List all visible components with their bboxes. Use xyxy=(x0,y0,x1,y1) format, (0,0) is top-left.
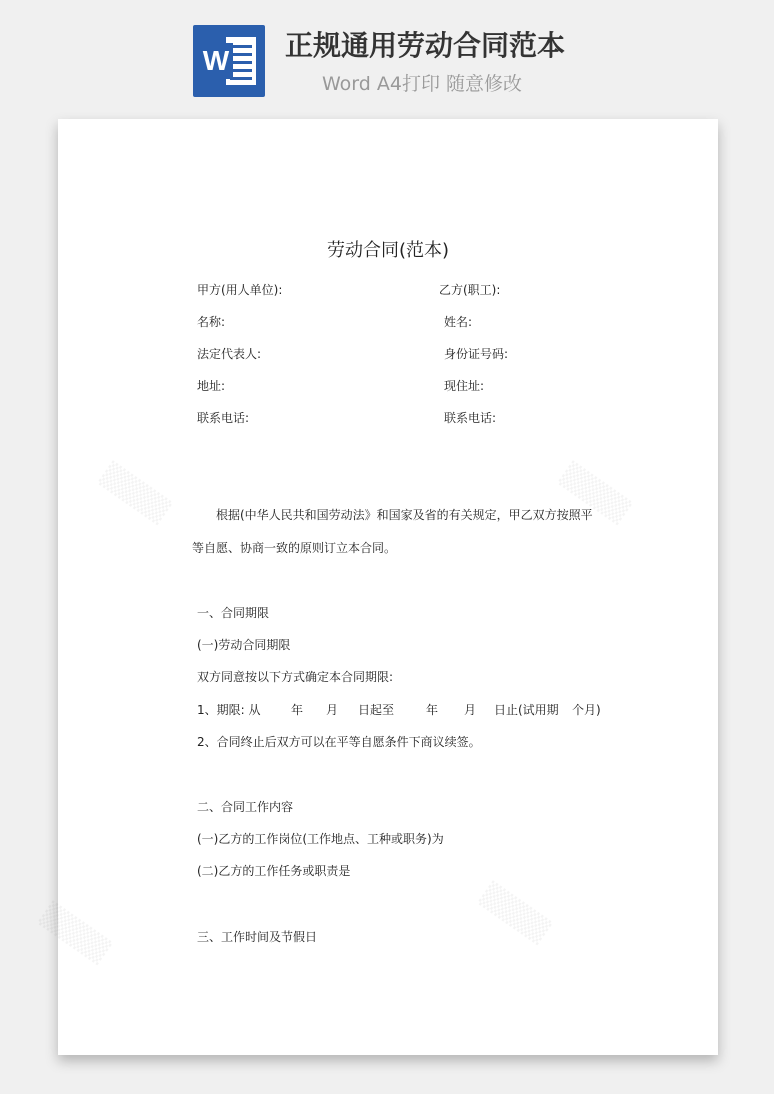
banner-title: 正规通用劳动合同范本 xyxy=(285,29,566,62)
party-b-name: 姓名: xyxy=(444,315,473,329)
banner xyxy=(0,0,774,118)
party-a-representative: 法定代表人: xyxy=(197,347,262,361)
section-heading: 三、工作时间及节假日 xyxy=(197,930,318,944)
term-months: 个月) xyxy=(572,703,601,717)
party-a-address: 地址: xyxy=(197,379,226,393)
preamble-line: 根据(中华人民共和国劳动法》和国家及省的有关规定，甲乙双方按照平 xyxy=(216,508,593,522)
watermark xyxy=(477,880,554,945)
section-heading: 二、合同工作内容 xyxy=(197,800,294,814)
document-page xyxy=(58,119,718,1055)
banner-subtitle: Word A4打印 随意修改 xyxy=(322,73,523,95)
party-a-name: 名称: xyxy=(197,315,226,329)
word-icon-letter: W xyxy=(199,43,233,79)
section-text: 双方同意按以下方式确定本合同期限: xyxy=(197,670,394,684)
party-b-phone: 联系电话: xyxy=(444,411,497,425)
party-b-id-number: 身份证号码: xyxy=(444,347,509,361)
word-icon xyxy=(193,25,265,97)
document-title: 劳动合同(范本) xyxy=(326,240,450,261)
party-b-label: 乙方(职工): xyxy=(439,283,501,297)
watermark xyxy=(37,900,114,965)
party-b-address: 现住址: xyxy=(444,379,485,393)
section-heading: 一、合同期限 xyxy=(197,606,270,620)
term-prefix: 1、期限: 从 xyxy=(197,703,261,717)
term-end: 日止(试用期 xyxy=(494,703,559,717)
section-text: (二)乙方的工作任务或职责是 xyxy=(197,864,351,878)
word-icon-line xyxy=(230,53,252,56)
section-text: (一)乙方的工作岗位(工作地点、工种或职务)为 xyxy=(197,832,444,846)
preamble-line: 等自愿、协商一致的原则订立本合同。 xyxy=(192,541,397,555)
term-year: 年 xyxy=(426,703,439,717)
word-icon-line xyxy=(230,45,252,48)
term-month: 月 xyxy=(464,703,477,717)
word-icon-line xyxy=(230,77,252,80)
party-a-label: 甲方(用人单位): xyxy=(197,283,283,297)
term-month: 月 xyxy=(326,703,339,717)
party-a-phone: 联系电话: xyxy=(197,411,250,425)
word-icon-line xyxy=(230,61,252,64)
term-start: 日起至 xyxy=(358,703,395,717)
word-icon-line xyxy=(230,69,252,72)
watermark xyxy=(97,460,174,525)
term-year: 年 xyxy=(291,703,304,717)
section-subheading: (一)劳动合同期限 xyxy=(197,638,291,652)
section-text: 2、合同终止后双方可以在平等自愿条件下商议续签。 xyxy=(197,735,481,749)
